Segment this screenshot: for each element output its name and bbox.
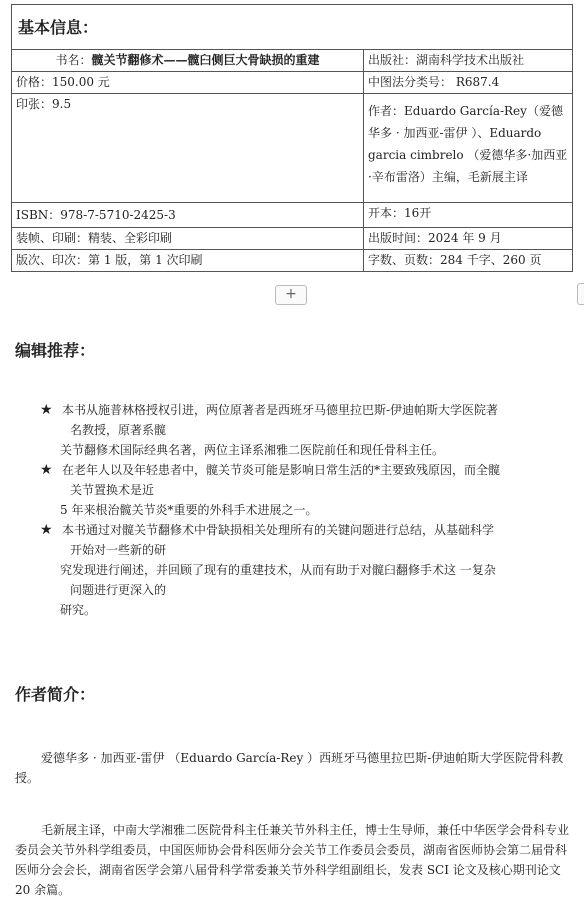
editor-heading: 编辑推荐： xyxy=(15,341,96,360)
rec-text: 本书从施普林格授权引进，两位原著者是西班牙马德里拉巴斯-伊迪帕斯大学医院著 xyxy=(62,403,499,417)
star-icon: ★ xyxy=(40,462,53,478)
basic-info-table xyxy=(11,4,573,272)
rec-text: 究发现进行阐述，并回顾了现有的重建技术，从而有助于对髋臼翻修手术这 一复杂 xyxy=(60,563,496,577)
rec-text: 开始对一些新的研 xyxy=(70,543,167,557)
book-name-label: 书名： xyxy=(55,53,92,67)
clc-cell: 中图法分类号： R687.4 xyxy=(364,72,573,94)
rec-text: 关节置换术是近 xyxy=(70,483,155,497)
rec-text: 名教授，原著系髋 xyxy=(70,423,167,437)
word-pages-cell: 字数、页数：284 千字、260 页 xyxy=(364,250,573,272)
pub-date-cell: 出版时间：2024 年 9 月 xyxy=(364,228,573,250)
edition-cell: 版次、印次：第 1 版，第 1 次印刷 xyxy=(12,250,364,272)
author-heading: 作者简介： xyxy=(15,685,96,704)
editor-recommendations xyxy=(40,400,575,620)
publisher-cell: 出版社：湖南科学技术出版社 xyxy=(364,50,573,72)
rec-text: 研究。 xyxy=(60,603,97,617)
expand-button[interactable]: + xyxy=(275,285,307,305)
format-cell: 开本：16开 xyxy=(364,203,573,228)
isbn-cell: ISBN：978-7-5710-2425-3 xyxy=(12,203,364,228)
list-item xyxy=(40,400,575,460)
binding-cell: 装帧、印刷：精装、全彩印刷 xyxy=(12,228,364,250)
author-paragraph-2: 毛新展主译，中南大学湘雅二医院骨科主任兼关节外科主任，博士生导师，兼任中华医学会骨科专业委员会关节外科学组委员，中国医师协会骨科医师分会关节工作委员会委员，湖南省医师协会第二届骨科医师分会会长，湖南省医学会第八届骨科学常委兼关节外科学组副组长，发表 SCI 论文及核心期刊论文 20 余篇。 xyxy=(15,823,570,897)
rec-text: 本书通过对髋关节翻修术中骨缺损相关处理所有的关键问题进行总结，从基础科学 xyxy=(62,523,495,537)
rec-text: 在老年人以及年轻患者中，髋关节炎可能是影响日常生活的*主要致残原因，而全髋 xyxy=(62,463,501,477)
star-icon: ★ xyxy=(40,402,53,418)
sheets-cell: 印张：9.5 xyxy=(12,94,364,203)
edge-button[interactable] xyxy=(577,283,584,305)
list-item xyxy=(40,460,575,520)
book-name: 髋关节翻修术——髋臼侧巨大骨缺损的重建 xyxy=(91,53,320,67)
price-cell: 价格：150.00 元 xyxy=(12,72,364,94)
rec-text: 关节翻修术国际经典名著，两位主译系湘雅二医院前任和现任骨科主任。 xyxy=(60,443,445,457)
rec-text: 问题进行更深入的 xyxy=(70,583,167,597)
basic-info-title: 基本信息： xyxy=(12,5,573,50)
list-item xyxy=(40,520,575,620)
star-icon: ★ xyxy=(40,522,53,538)
authors-cell: 作者：Eduardo García-Rey（爱德华多 · 加西亚-雷伊 ）、Eduardo garcia cimbrelo （爱德华多·加西亚·辛布雷洛）主编，毛新展主译 xyxy=(364,94,573,203)
rec-text: 5 年来根治髋关节炎*重要的外科手术进展之一。 xyxy=(60,503,318,517)
author-paragraph-1: 爱德华多 · 加西亚-雷伊 （Eduardo García-Rey ）西班牙马德里拉巴斯-伊迪帕斯大学医院骨科教授。 xyxy=(15,751,564,785)
book-name-cell xyxy=(12,50,364,72)
